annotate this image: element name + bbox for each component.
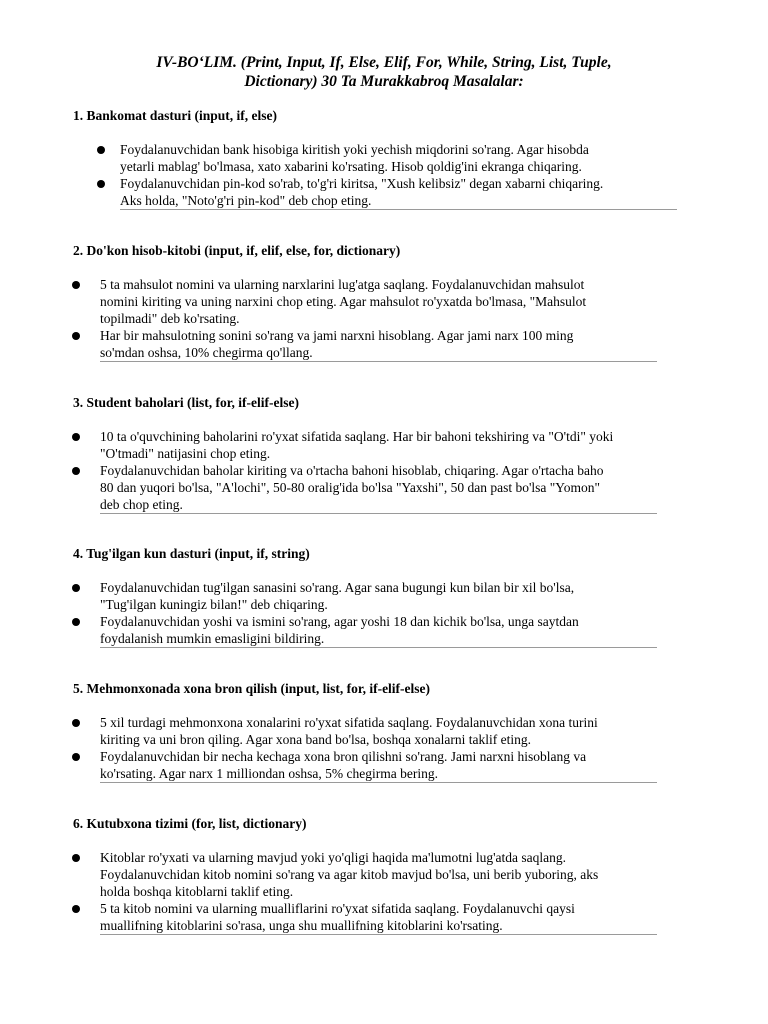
section-heading: 5. Mehmonxonada xona bron qilish (input, list, for, if-elif-else)	[73, 681, 431, 696]
list-item-line: 5 xil turdagi mehmonxona xonalarini ro'yxat sifatida saqlang. Foydalanuvchidan xona turini	[100, 715, 598, 730]
bullet-icon	[72, 584, 80, 592]
section-divider	[100, 647, 657, 648]
list-item-line: so'mdan oshsa, 10% chegirma qo'llang.	[100, 345, 313, 360]
list-item-line: deb chop eting.	[100, 497, 183, 512]
section-heading: 2. Do'kon hisob-kitobi (input, if, elif, else, for, dictionary)	[73, 243, 401, 258]
list-item-line: "Tug'ilgan kuningiz bilan!" deb chiqaring.	[100, 597, 328, 612]
document-title-line-1: IV-BO‘LIM. (Print, Input, If, Else, Elif, For, While, String, List, Tuple,	[156, 54, 612, 71]
bullet-icon	[72, 281, 80, 289]
section-heading: 1. Bankomat dasturi (input, if, else)	[73, 108, 278, 123]
list-item-line: ko'rsating. Agar narx 1 milliondan oshsa, 5% chegirma bering.	[100, 766, 438, 781]
bullet-icon	[72, 332, 80, 340]
list-item-line: foydalanish mumkin emasligini bildiring.	[100, 631, 325, 646]
bullet-icon	[72, 854, 80, 862]
list-item-line: Foydalanuvchidan yoshi va ismini so'rang, agar yoshi 18 dan kichik bo'lsa, unga saytdan	[100, 614, 579, 629]
list-item	[100, 579, 700, 613]
section-heading: 3. Student baholari (list, for, if-elif-else)	[73, 395, 299, 410]
bullet-icon	[97, 146, 105, 154]
list-item	[100, 327, 700, 361]
list-item	[120, 141, 700, 175]
list-item-line: Har bir mahsulotning sonini so'rang va jami narxni hisoblang. Agar jami narx 100 ming	[100, 328, 574, 343]
section-heading: 6. Kutubxona tizimi (for, list, dictionary)	[73, 816, 307, 831]
section-divider	[100, 782, 657, 783]
list-item	[100, 613, 700, 647]
list-item	[100, 849, 700, 900]
document-title	[90, 53, 678, 91]
section-heading: 4. Tug'ilgan kun dasturi (input, if, string)	[73, 546, 310, 561]
list-item	[100, 900, 700, 934]
list-item-line: Aks holda, "Noto'g'ri pin-kod" deb chop eting.	[120, 193, 372, 208]
bullet-icon	[72, 905, 80, 913]
list-item-line: Foydalanuvchidan baholar kiriting va o'rtacha bahoni hisoblab, chiqaring. Agar o'rtacha baho	[100, 463, 604, 478]
bullet-icon	[72, 618, 80, 626]
list-item	[100, 462, 700, 513]
bullet-icon	[72, 433, 80, 441]
list-item-line: 10 ta o'quvchining baholarini ro'yxat sifatida saqlang. Har bir bahoni tekshiring va "O'tdi" yoki	[100, 429, 614, 444]
list-item-line: 80 dan yuqori bo'lsa, "A'lochi", 50-80 oralig'ida bo'lsa "Yaxshi", 50 dan past bo'lsa "Yomon"	[100, 480, 600, 495]
bullet-icon	[72, 753, 80, 761]
bullet-list	[100, 714, 700, 782]
list-item	[120, 175, 700, 209]
list-item-line: Foydalanuvchidan pin-kod so'rab, to'g'ri kiritsa, "Xush kelibsiz" degan xabarni chiqaring.	[120, 176, 604, 191]
list-item-line: Foydalanuvchidan bank hisobiga kiritish yoki yechish miqdorini so'rang. Agar hisobda	[120, 142, 589, 157]
list-item-line: Kitoblar ro'yxati va ularning mavjud yoki yo'qligi haqida ma'lumotni lug'atda saqlang.	[100, 850, 567, 865]
list-item	[100, 714, 700, 748]
list-item-line: muallifning kitoblarini so'rasa, unga shu muallifning kitoblarini ko'rsating.	[100, 918, 503, 933]
bullet-list	[100, 849, 700, 934]
list-item-line: topilmadi" deb ko'rsating.	[100, 311, 240, 326]
list-item-line: 5 ta kitob nomini va ularning mualliflarini ro'yxat sifatida saqlang. Foydalanuvchi qaysi	[100, 901, 575, 916]
list-item-line: Foydalanuvchidan bir necha kechaga xona bron qilishni so'rang. Jami narxni hisoblang va	[100, 749, 587, 764]
bullet-icon	[72, 719, 80, 727]
list-item-line: Foydalanuvchidan tug'ilgan sanasini so'rang. Agar sana bugungi kun bilan bir xil bo'lsa,	[100, 580, 575, 595]
list-item	[100, 276, 700, 327]
list-item-line: "O'tmadi" natijasini chop eting.	[100, 446, 271, 461]
section-divider	[120, 209, 677, 210]
list-item-line: yetarli mablag' bo'lmasa, xato xabarini ko'rsating. Hisob qoldig'ini ekranga chiqaring.	[120, 159, 582, 174]
bullet-list	[100, 579, 700, 647]
section-divider	[100, 934, 657, 935]
list-item-line: 5 ta mahsulot nomini va ularning narxlarini lug'atga saqlang. Foydalanuvchidan mahsulot	[100, 277, 585, 292]
bullet-icon	[97, 180, 105, 188]
section-divider	[100, 361, 657, 362]
list-item-line: holda boshqa kitoblarni taklif eting.	[100, 884, 294, 899]
bullet-list	[100, 276, 700, 361]
list-item	[100, 428, 700, 462]
list-item-line: Foydalanuvchidan kitob nomini so'rang va agar kitob mavjud bo'lsa, uni berib yuboring, aks	[100, 867, 599, 882]
bullet-icon	[72, 467, 80, 475]
bullet-list	[100, 428, 700, 513]
document-title-line-2: Dictionary) 30 Ta Murakkabroq Masalalar:	[244, 73, 524, 90]
list-item	[100, 748, 700, 782]
list-item-line: nomini kiriting va uning narxini chop eting. Agar mahsulot ro'yxatda bo'lmasa, "Mahsulot	[100, 294, 587, 309]
list-item-line: kiriting va uni bron qiling. Agar xona band bo'lsa, boshqa xonalarni taklif eting.	[100, 732, 531, 747]
section-divider	[100, 513, 657, 514]
bullet-list	[120, 141, 700, 209]
